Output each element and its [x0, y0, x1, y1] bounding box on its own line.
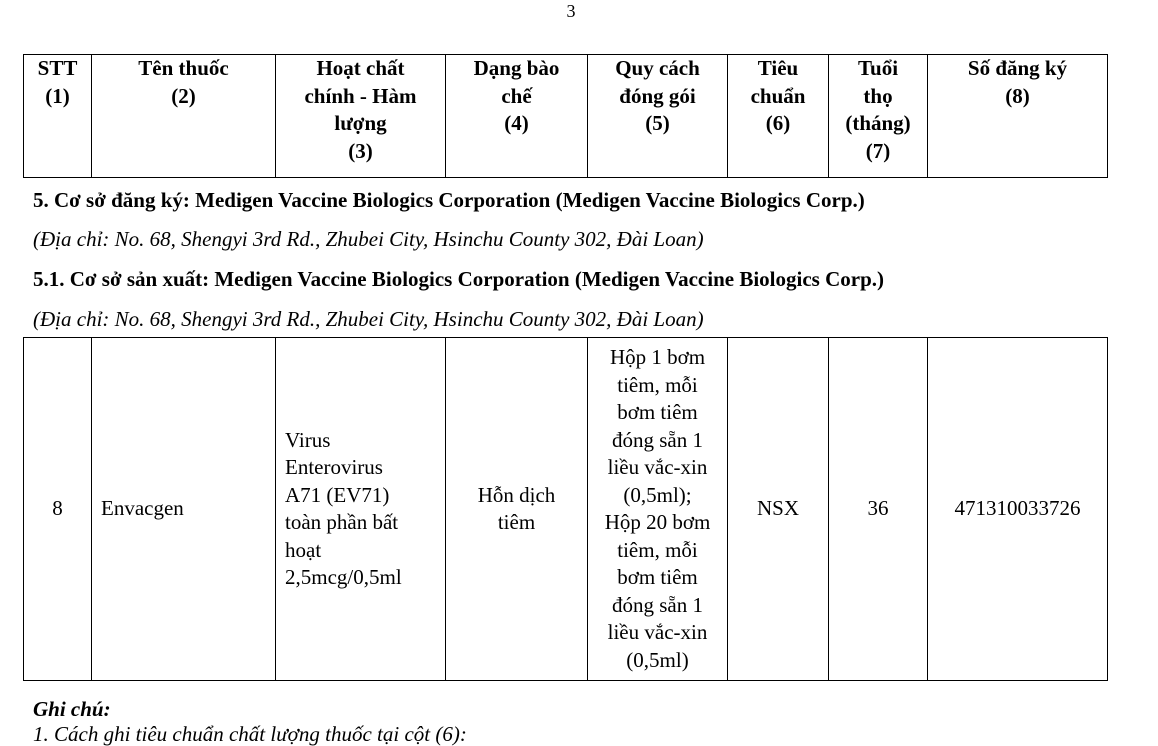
cell-drug-name: Envacgen: [92, 338, 276, 681]
notes-line-1: 1. Cách ghi tiêu chuẩn chất lượng thuốc tại cột (6):: [33, 722, 467, 746]
cell-shelf-life: 36: [829, 338, 928, 681]
manufacturer-address: (Địa chỉ: No. 68, Shengyi 3rd Rd., Zhubei City, Hsinchu County 302, Đài Loan): [33, 307, 704, 331]
manufacturer-heading: 5.1. Cơ sở sản xuất: Medigen Vaccine Biologics Corporation (Medigen Vaccine Biologics Corp.): [33, 267, 884, 291]
registrant-address: (Địa chỉ: No. 68, Shengyi 3rd Rd., Zhubei City, Hsinchu County 302, Đài Loan): [33, 227, 704, 251]
cell-standard: NSX: [728, 338, 829, 681]
header-dosage-form: Dạng bào chế (4): [446, 55, 588, 178]
header-standard: Tiêu chuẩn (6): [728, 55, 829, 178]
header-shelf-life: Tuổi thọ (tháng) (7): [829, 55, 928, 178]
header-active-ingredient: Hoạt chất chính - Hàm lượng (3): [276, 55, 446, 178]
header-stt: STT (1): [24, 55, 92, 178]
header-packaging: Quy cách đóng gói (5): [588, 55, 728, 178]
table-row: [23, 337, 1108, 681]
header-registration-number: Số đăng ký (8): [928, 55, 1108, 178]
cell-dosage-form: Hỗn dịch tiêm: [446, 338, 588, 681]
notes-title: Ghi chú:: [33, 697, 111, 721]
table-header: [23, 54, 1108, 178]
page-number: 3: [566, 1, 576, 21]
cell-stt: 8: [24, 338, 92, 681]
cell-active-ingredient: Virus Enterovirus A71 (EV71) toàn phần bất hoạt 2,5mcg/0,5ml: [276, 338, 446, 681]
cell-registration-number: 471310033726: [928, 338, 1108, 681]
cell-packaging: Hộp 1 bơm tiêm, mỗi bơm tiêm đóng sẵn 1 liều vắc-xin (0,5ml); Hộp 20 bơm tiêm, mỗi bơm tiêm đóng sẵn 1 liều vắc-xin (0,5ml): [588, 338, 728, 681]
registrant-heading: 5. Cơ sở đăng ký: Medigen Vaccine Biologics Corporation (Medigen Vaccine Biologics Corp.): [33, 188, 865, 212]
header-drug-name: Tên thuốc (2): [92, 55, 276, 178]
